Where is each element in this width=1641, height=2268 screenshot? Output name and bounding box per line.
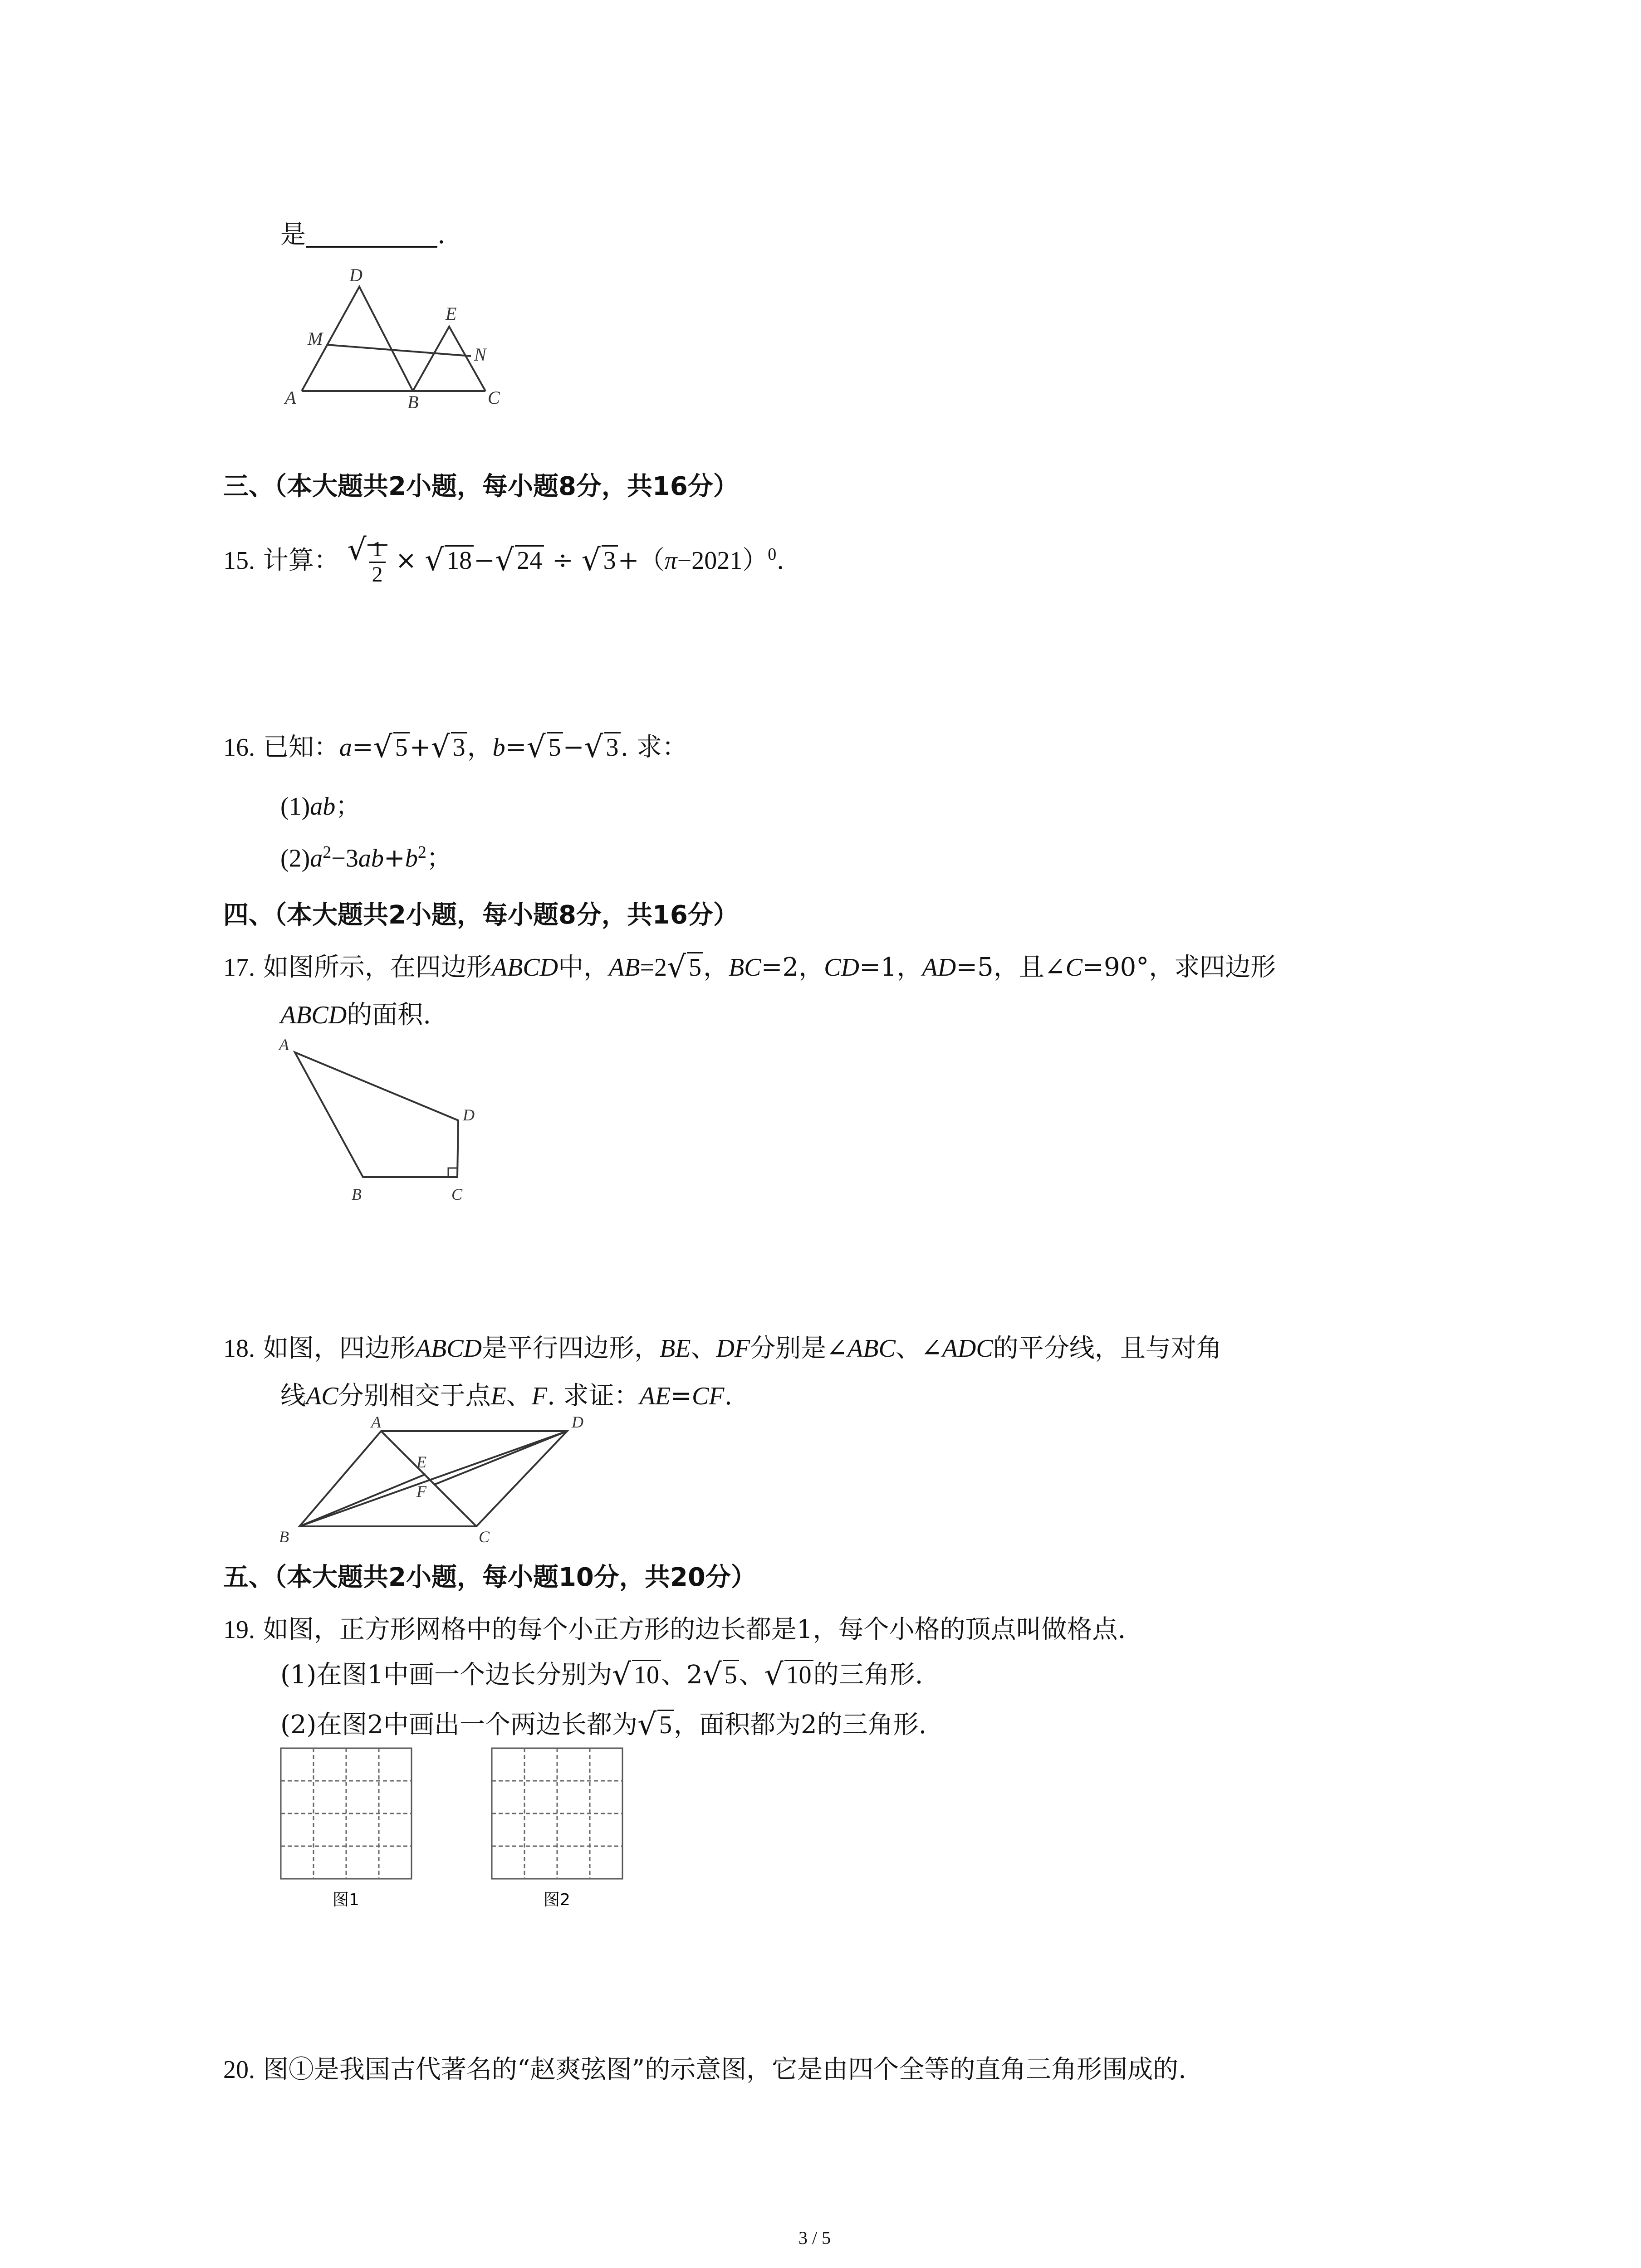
question-19-line-1: 19. 如图，正方形网格中的每个小正方形的边长都是1，每个小格的顶点叫做格点. — [223, 1615, 1126, 1644]
grid-figure-1 — [279, 1746, 415, 1919]
label-d: D — [572, 1413, 583, 1431]
sqrt-3: √ 3 — [582, 548, 618, 573]
label-c: C — [488, 387, 500, 408]
figure-q18 — [272, 1413, 590, 1554]
label-a: A — [371, 1413, 381, 1431]
label-a: A — [279, 1036, 289, 1054]
section-5-heading: 五、（本大题共2小题，每小题10分，共20分） — [223, 1563, 756, 1592]
question-16-part-2: $(2)a^2-3ab+b^2$； — [280, 843, 452, 873]
answer-blank[interactable] — [306, 223, 437, 248]
label-d: D — [463, 1106, 475, 1124]
grid-figure-1-caption: 图1 — [333, 1891, 359, 1909]
question-16-part-1: (1)ab； — [280, 792, 361, 821]
question-19-part-1: (1)在图1中画一个边长分别为√ 10、2√ 5、√ 10的三角形. — [280, 1662, 923, 1688]
question-20: 20. 图①是我国古代著名的“赵爽弦图”的示意图，它是由四个全等的直角三角形围成的. — [223, 2055, 1186, 2084]
question-16: 16. 已知：a=√ 5+√ 3，b=√ 5−√ 3. 求： — [223, 735, 687, 760]
question-19-part-2: (2)在图2中画出一个两边长都为√ 5，面积都为2的三角形. — [280, 1712, 926, 1738]
question-17-line-1: 17. 如图所示，在四边形ABCD中，AB=2√ 5，BC=2，CD=1，AD=5，且∠C=90°，求四边形 — [223, 955, 1276, 980]
sqrt-half: √ $\frac{1}{2}$ — [348, 538, 387, 587]
section-4-heading: 四、（本大题共2小题，每小题8分，共16分） — [223, 900, 739, 930]
label-e: E — [416, 1453, 426, 1471]
question-15: 15. 计算： √ $\frac{1}{2}$ × √ 18−√ 24 ÷ √ $3+(\pi-2021)^0$. — [223, 538, 784, 587]
label-f: F — [416, 1482, 426, 1501]
label-b: B — [279, 1528, 289, 1546]
label-a: A — [285, 387, 296, 408]
label-b: B — [352, 1185, 362, 1203]
label-c: C — [479, 1528, 490, 1546]
label-d: D — [349, 265, 362, 285]
label-m: M — [308, 328, 323, 349]
sqrt-18: √ 18 — [425, 548, 474, 573]
grid-figure-2 — [490, 1746, 626, 1919]
question-18-line-1: 18. 如图，四边形ABCD是平行四边形，BE、DF分别是∠ABC、∠ADC的平分线，且与对角 — [223, 1334, 1222, 1363]
label-b: B — [407, 392, 419, 412]
section-3-heading: 三、（本大题共2小题，每小题8分，共16分） — [223, 472, 739, 501]
figure-q17 — [272, 1034, 490, 1207]
label-e: E — [446, 303, 457, 324]
label-c: C — [451, 1185, 463, 1203]
figure-q14 — [281, 259, 508, 413]
page-number: 3 / 5 — [798, 2228, 831, 2248]
grid-figure-2-caption: 图2 — [544, 1891, 570, 1909]
label-n: N — [474, 344, 486, 365]
question-17-line-2: ABCD的面积. — [280, 1000, 431, 1030]
sqrt-24: √ 24 — [495, 548, 544, 573]
question-18-line-2: 线AC分别相交于点E、F. 求证：AE=CF. — [280, 1381, 733, 1411]
q14-tail: 是 . — [280, 220, 446, 249]
